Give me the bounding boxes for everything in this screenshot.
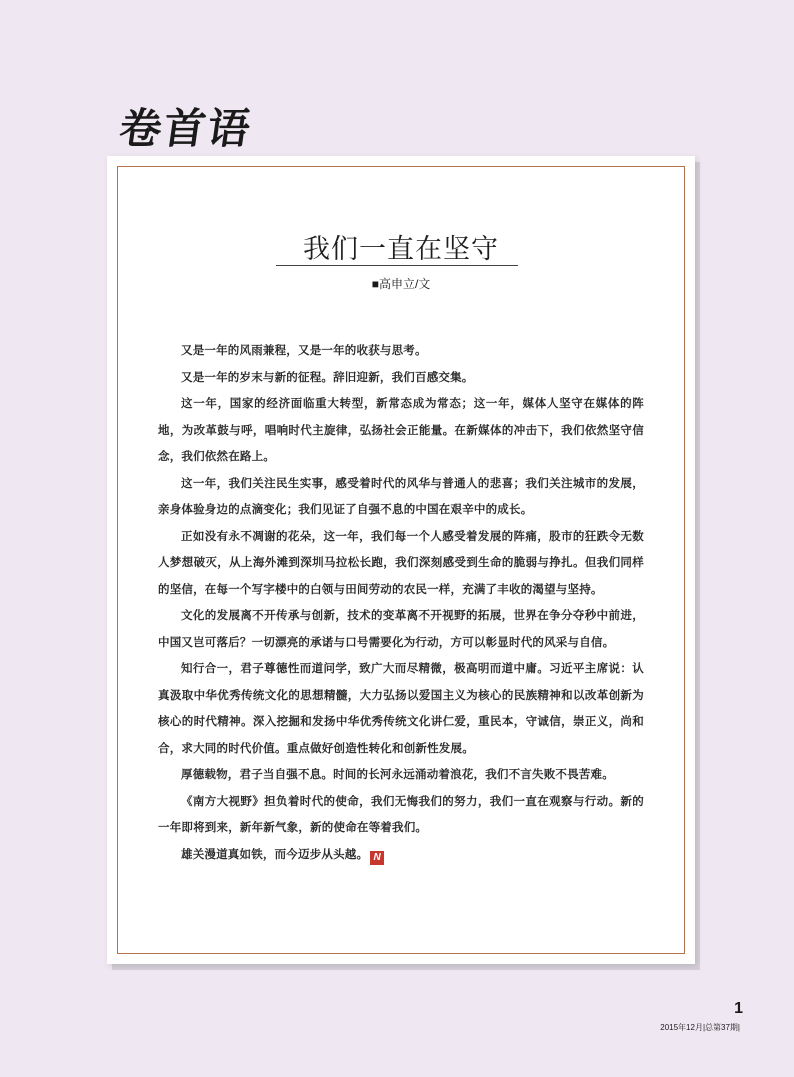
article-body: [158, 337, 644, 867]
article-frame: [117, 166, 685, 954]
paragraph: 这一年，国家的经济面临重大转型，新常态成为常态；这一年，媒体人坚守在媒体的阵地，为改革鼓与呼，唱响时代主旋律，弘扬社会正能量。在新媒体的冲击下，我们依然坚守信念，我们依然在路上。: [158, 396, 644, 463]
paragraph: 知行合一，君子尊德性而道问学，致广大而尽精微，极高明而道中庸。习近平主席说：认真汲取中华优秀传统文化的思想精髓，大力弘扬以爱国主义为核心的民族精神和以改革创新为核心的时代精神。深入挖掘和发扬中华优秀传统文化讲仁爱，重民本，守诚信，崇正义，尚和合，求大同的时代价值。重点做好创造性转化和创新性发展。: [158, 661, 644, 755]
issue-info: 2015年12月|总第37期|: [660, 1023, 740, 1032]
paragraph: 又是一年的岁末与新的征程。辞旧迎新，我们百感交集。: [181, 369, 474, 384]
paragraph: 《南方大视野》担负着时代的使命，我们无悔我们的努力，我们一直在观察与行动。新的一年即将到来，新年新气象，新的使命在等着我们。: [158, 793, 644, 834]
paragraph: 正如没有永不凋谢的花朵，这一年，我们每一个人感受着发展的阵痛，股市的狂跌令无数人梦想破灭，从上海外滩到深圳马拉松长跑，我们深刻感受到生命的脆弱与挣扎。但我们同样的坚信，在每一个写字楼中的白领与田间劳动的农民一样，充满了丰收的渴望与坚持。: [158, 528, 644, 596]
paragraph: 厚德载物，君子当自强不息。时间的长河永远涌动着浪花，我们不言失败不畏苦难。: [181, 767, 614, 781]
section-title: 卷首语: [116, 104, 256, 153]
paragraph-last-text: 雄关漫道真如铁，而今迈步从头越。: [181, 846, 369, 861]
end-mark-icon: N: [370, 851, 384, 865]
paragraph: 这一年，我们关注民生实事，感受着时代的风华与普通人的悲喜；我们关注城市的发展，亲身体验身边的点滴变化；我们见证了自强不息的中国在艰辛中的成长。: [158, 475, 644, 516]
paragraph-last: [158, 841, 644, 868]
paragraph: 又是一年的风雨兼程，又是一年的收获与思考。: [181, 343, 427, 357]
paragraph: 文化的发展离不开传承与创新，技术的变革离不开视野的拓展，世界在争分夺秒中前进，中国又岂可落后？一切漂亮的承诺与口号需要化为行动，方可以彰显时代的风采与自信。: [158, 608, 644, 649]
title-divider: [276, 265, 518, 266]
article-card: [107, 156, 695, 964]
page-number: 1: [734, 1000, 743, 1017]
article-byline: ■高申立/文: [371, 277, 431, 291]
article-title: 我们一直在坚守: [303, 234, 499, 265]
